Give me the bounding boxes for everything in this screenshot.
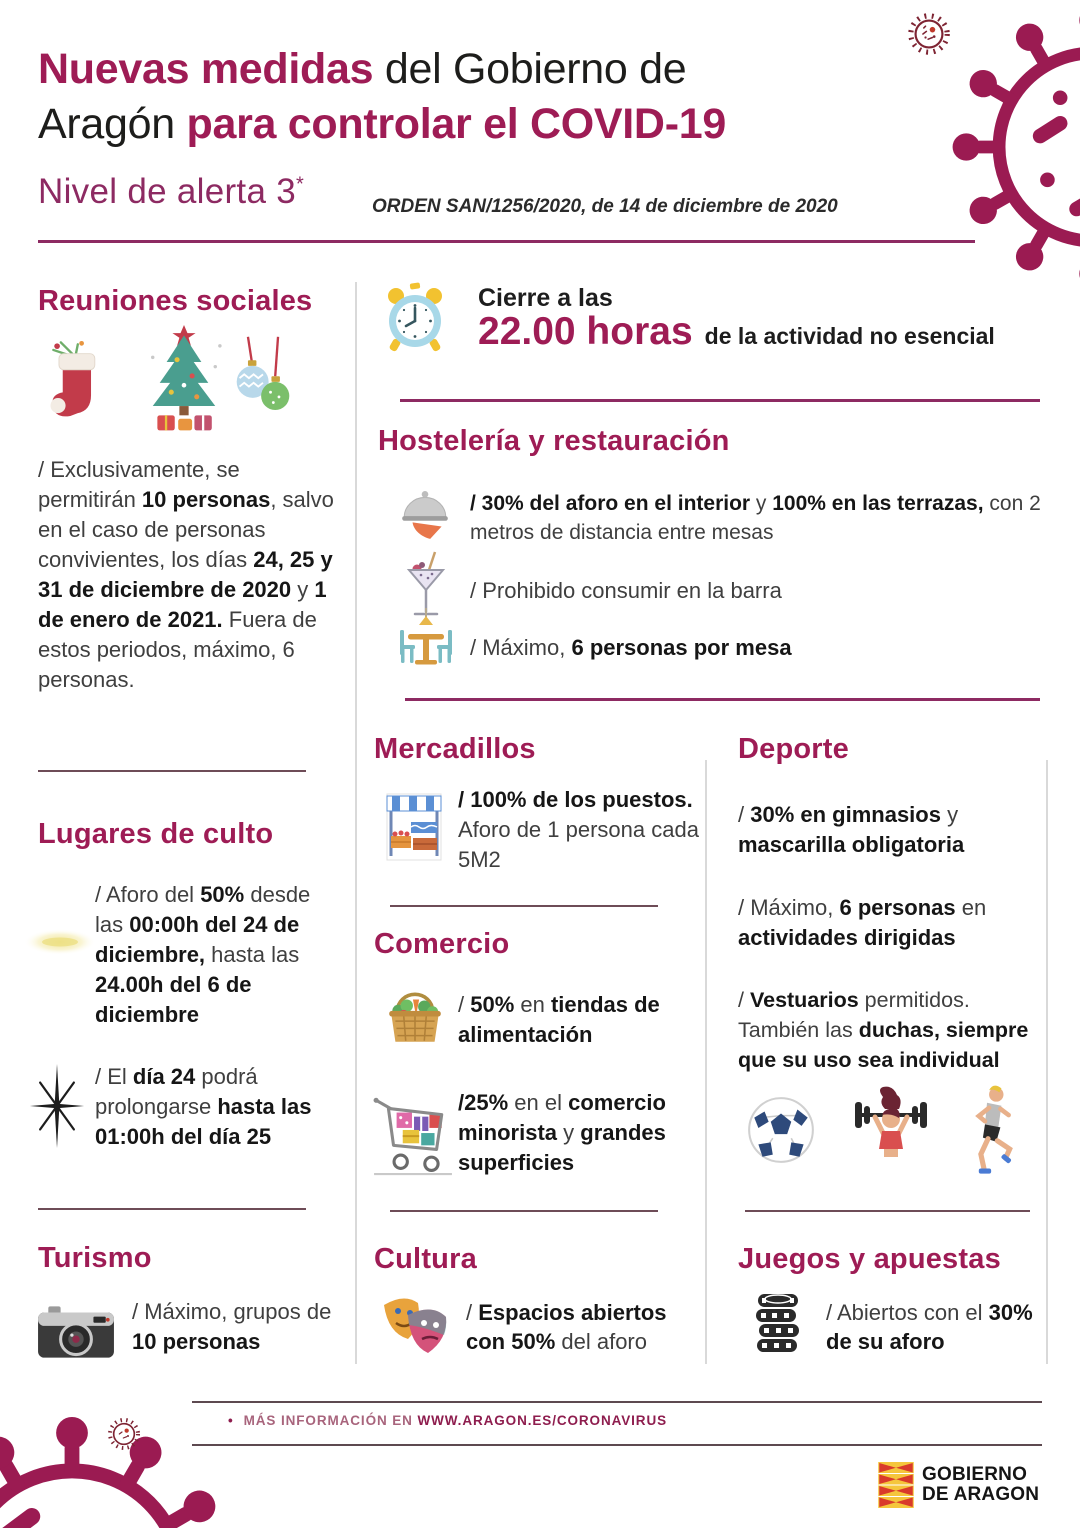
gobierno-aragon-logo (878, 1462, 1039, 1508)
bullet-icon: • (228, 1413, 234, 1428)
closure-line (478, 310, 995, 354)
coronavirus-icon (938, 0, 1080, 302)
hosteleria-bullet-3: / Máximo, 6 personas por mesa (470, 635, 792, 660)
closure-prefix: Cierre a las (478, 284, 613, 312)
cultura-bullet-1: / Espacios abiertos con 50% del aforo (466, 1300, 667, 1354)
comercio-bullet-2: /25% en el comercio minorista y grandes superficies (458, 1090, 666, 1175)
section-divider (400, 399, 1040, 402)
table-chairs-icon (394, 608, 458, 670)
section-title-deporte: Deporte (738, 733, 849, 765)
section-divider (745, 1210, 1030, 1212)
footer-info-text: MÁS INFORMACIÓN EN (243, 1413, 418, 1428)
hosteleria-bullet-1: / 30% del aforo en el interior y 100% en las terrazas, con 2 metros de distancia entre mesas (470, 492, 1041, 544)
christmas-ornaments-icon (232, 328, 294, 432)
sparkle-star-icon (24, 1062, 90, 1150)
section-divider (38, 770, 306, 772)
section-title-turismo: Turismo (38, 1242, 152, 1274)
section-title-culto: Lugares de culto (38, 818, 274, 850)
section-divider (405, 698, 1040, 701)
section-divider (390, 905, 658, 907)
grocery-basket-icon (383, 983, 447, 1049)
order-reference: ORDEN SAN/1256/2020, de 14 de diciembre de 2020 (372, 196, 838, 217)
camera-icon (36, 1300, 116, 1362)
title-line-2: Aragón para controlar el COVID-19 (38, 100, 726, 148)
page-title (38, 42, 726, 152)
turismo-bullet-1: / Máximo, grupos de 10 personas (132, 1299, 332, 1354)
juegos-bullet-1: / Abiertos con el 30% de su aforo (826, 1300, 1033, 1354)
virus-small-icon (903, 8, 955, 60)
section-title-mercadillos: Mercadillos (374, 733, 536, 765)
section-divider (390, 1210, 658, 1212)
poker-chips-icon (748, 1290, 808, 1362)
weightlifting-icon (845, 1085, 937, 1177)
column-divider (355, 282, 357, 1364)
title-line-1: Nuevas medidas del Gobierno de (38, 45, 687, 93)
mercadillos-bullet-1: / 100% de los puestos. Aforo de 1 persona cada 5M2 (458, 787, 699, 872)
section-title-cultura: Cultura (374, 1243, 477, 1275)
shopping-cart-icon (372, 1083, 454, 1179)
logo-text: GOBIERNO DE ARAGON (922, 1464, 1040, 1505)
reuniones-body: / Exclusivamente, se permitirán 10 personas, salvo en el caso de personas convivientes, los días 24, 25 y 31 de diciembre de 2020 y 1 de enero de 2021. Fuera de estos periodos, máximo, 6 personas. (38, 457, 334, 692)
market-stall-icon (383, 790, 445, 864)
alarm-clock-icon (383, 281, 447, 355)
closure-time: 22.00 horas (478, 310, 693, 353)
footer-divider-bottom (192, 1444, 1042, 1446)
closure-suffix: de la actividad no esencial (704, 323, 995, 349)
christmas-tree-icon (136, 325, 232, 435)
theater-masks-icon (378, 1291, 454, 1365)
culto-bullet-1: / Aforo del 50% desde las 00:00h del 24 de diciembre, hasta las 24.00h del 6 de diciembre (95, 882, 311, 1027)
section-title-juegos: Juegos y apuestas (738, 1243, 1001, 1275)
header-divider (38, 240, 975, 243)
soccer-ball-icon (744, 1093, 818, 1167)
aragon-flag-icon (878, 1462, 914, 1508)
hosteleria-bullet-2: / Prohibido consumir en la barra (470, 578, 782, 603)
footer-info-url: WWW.ARAGON.ES/CORONAVIRUS (417, 1413, 667, 1428)
alert-level: Nivel de alerta 3* (38, 172, 305, 211)
footer-info (228, 1413, 667, 1428)
deporte-bullet-2: / Máximo, 6 personas en actividades dirigidas (738, 895, 987, 950)
section-title-reuniones: Reuniones sociales (38, 285, 313, 317)
comercio-bullet-1: / 50% en tiendas de alimentación (458, 992, 660, 1047)
deporte-bullet-1: / 30% en gimnasios y mascarilla obligatoria (738, 802, 965, 857)
deporte-bullet-3: / Vestuarios permitidos. También las duchas, siempre que su uso sea individual (738, 988, 1029, 1072)
glow-star-icon (22, 912, 98, 972)
section-divider (38, 1208, 306, 1210)
serving-cloche-icon (398, 485, 452, 541)
christmas-stocking-icon (42, 332, 108, 432)
footer-divider-top (192, 1401, 1042, 1403)
section-title-hosteleria: Hostelería y restauración (378, 425, 730, 457)
section-title-comercio: Comercio (374, 928, 510, 960)
culto-bullet-2: / El día 24 podrá prolongarse hasta las 01:00h del día 25 (95, 1064, 312, 1149)
virus-small-icon (104, 1414, 144, 1454)
running-icon (950, 1082, 1022, 1180)
alert-footnote-mark: * (296, 173, 305, 196)
